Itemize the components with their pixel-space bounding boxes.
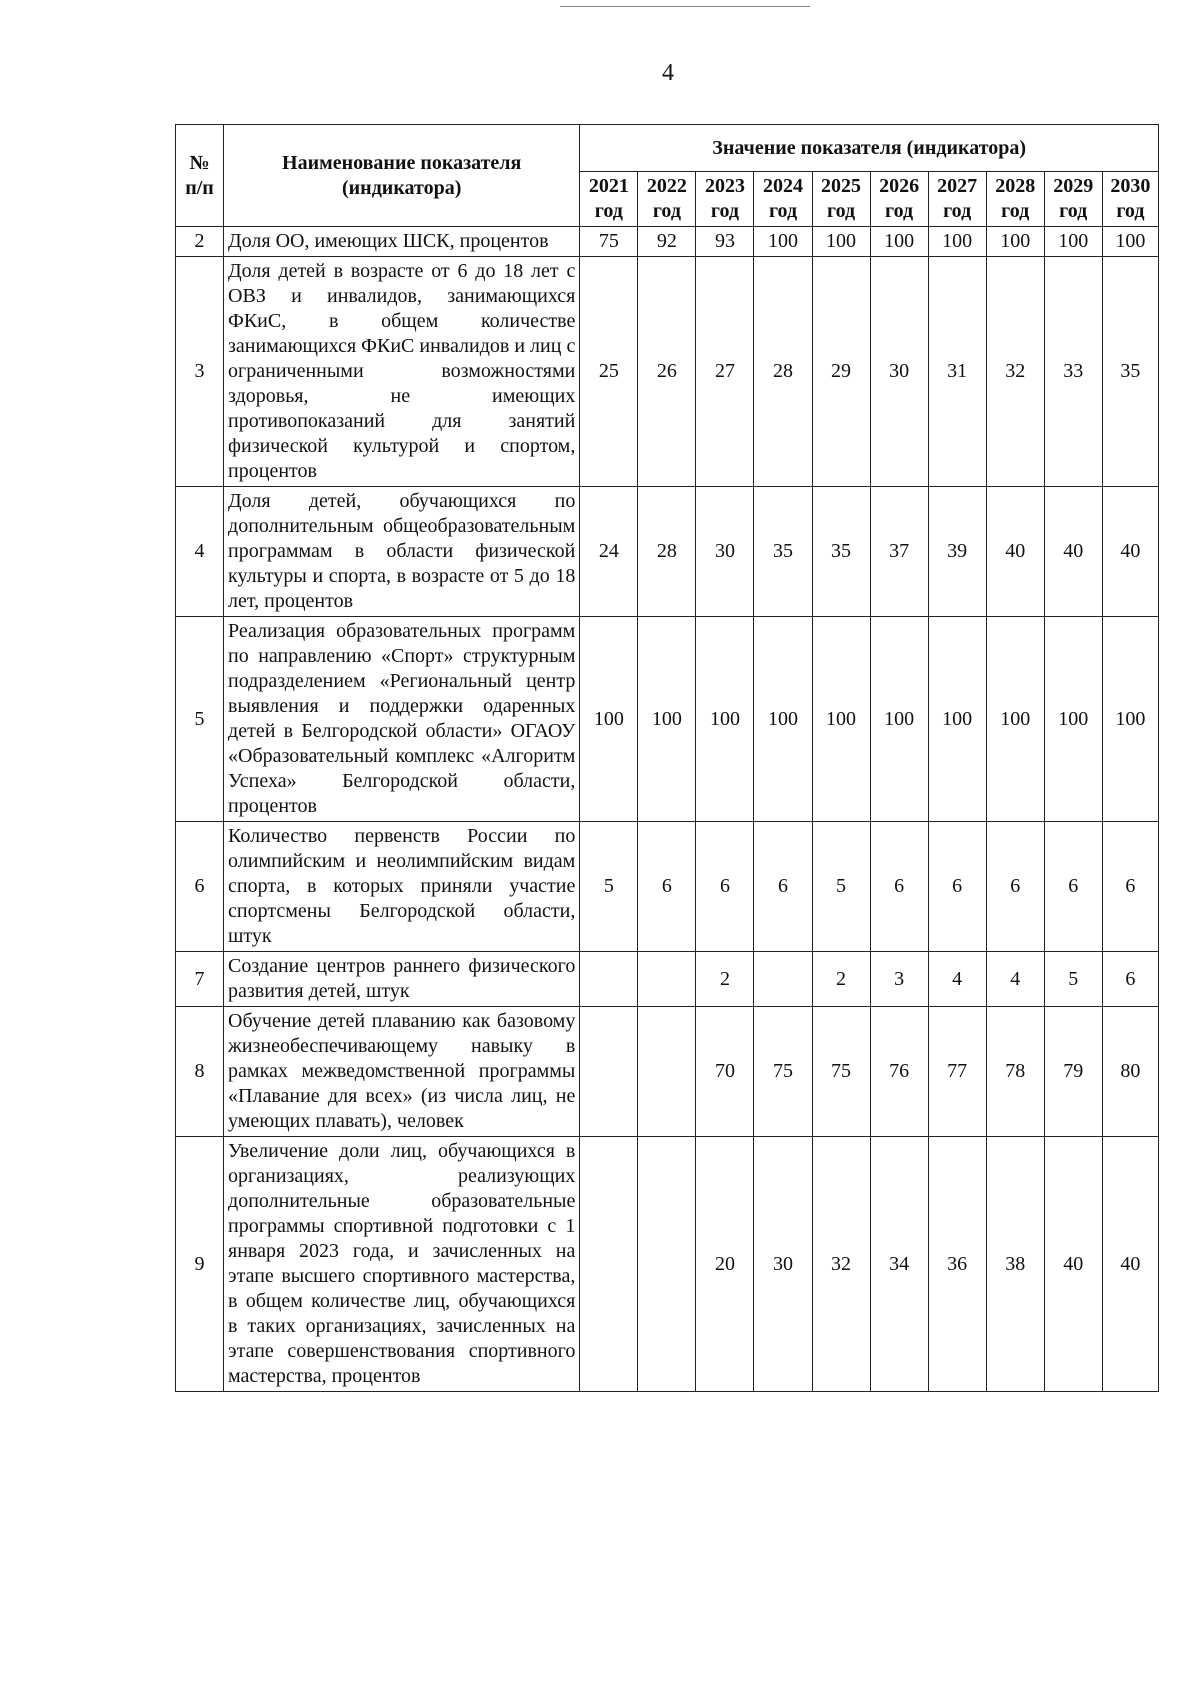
indicator-value-2021: 24 <box>580 487 638 617</box>
indicator-value-2027: 6 <box>928 822 986 952</box>
header-year-2030 <box>1102 172 1158 227</box>
indicator-value-2024: 35 <box>754 487 812 617</box>
header-year-suffix: год <box>1059 200 1088 222</box>
indicator-value-2027: 4 <box>928 952 986 1007</box>
header-year-number: 2022 <box>646 175 687 197</box>
row-number: 3 <box>176 257 224 487</box>
indicator-value-2027: 100 <box>928 617 986 822</box>
indicator-value-2022: 28 <box>638 487 696 617</box>
indicator-value-2026: 100 <box>870 227 928 257</box>
table-row <box>176 227 1159 257</box>
header-year-number: 2028 <box>995 175 1036 197</box>
indicator-value-2030: 35 <box>1102 257 1158 487</box>
header-num-cell <box>176 125 224 227</box>
page-number: 4 <box>662 60 674 86</box>
header-year-2026 <box>870 172 928 227</box>
indicator-name: Создание центров раннего физического развития детей, штук <box>224 952 580 1007</box>
table-row <box>176 257 1159 487</box>
indicator-value-2022: 26 <box>638 257 696 487</box>
indicator-value-2024: 6 <box>754 822 812 952</box>
header-year-suffix: год <box>943 200 972 222</box>
indicator-value-2029: 100 <box>1044 617 1102 822</box>
indicator-value-2026: 37 <box>870 487 928 617</box>
indicator-name: Доля детей в возрасте от 6 до 18 лет с ОВЗ и инвалидов, занимающихся ФКиС, в общем количестве занимающихся ФКиС инвалидов и лиц с ограниченными возможностями здоровья, не имеющих противопоказаний для занятий физической культурой и спортом, процентов <box>224 257 580 487</box>
indicator-value-2022: 100 <box>638 617 696 822</box>
indicator-value-2029: 100 <box>1044 227 1102 257</box>
indicator-value-2027: 100 <box>928 227 986 257</box>
indicator-value-2025: 32 <box>812 1137 870 1392</box>
indicator-value-2023: 70 <box>696 1007 754 1137</box>
header-year-suffix: год <box>826 200 856 222</box>
header-year-2028 <box>986 172 1044 227</box>
header-year-number: 2029 <box>1053 175 1094 197</box>
indicator-value-2021: 5 <box>580 822 638 952</box>
indicator-name: Доля детей, обучающихся по дополнительным общеобразовательным программам в области физической культуры и спорта, в возрасте от 5 до 18 лет, процентов <box>224 487 580 617</box>
indicator-name: Количество первенств России по олимпийским и неолимпийским видам спорта, в которых приняли участие спортсмены Белгородской области, штук <box>224 822 580 952</box>
header-year-2025 <box>812 172 870 227</box>
indicator-value-2023: 27 <box>696 257 754 487</box>
header-year-2029 <box>1044 172 1102 227</box>
header-values-cell: Значение показателя (индикатора) <box>580 125 1159 172</box>
indicator-value-2030: 100 <box>1102 617 1158 822</box>
indicator-value-2030: 40 <box>1102 1137 1158 1392</box>
row-number: 4 <box>176 487 224 617</box>
row-number: 7 <box>176 952 224 1007</box>
indicator-value-2024: 28 <box>754 257 812 487</box>
indicator-value-2030: 6 <box>1102 952 1158 1007</box>
indicator-value-2027: 31 <box>928 257 986 487</box>
indicator-value-2024: 30 <box>754 1137 812 1392</box>
indicator-value-2023: 100 <box>696 617 754 822</box>
table-row <box>176 822 1159 952</box>
table-row <box>176 1137 1159 1392</box>
indicator-value-2023: 2 <box>696 952 754 1007</box>
indicator-value-2028: 38 <box>986 1137 1044 1392</box>
indicator-value-2025: 29 <box>812 257 870 487</box>
indicator-value-2026: 3 <box>870 952 928 1007</box>
indicator-value-2026: 34 <box>870 1137 928 1392</box>
indicator-value-2021: 100 <box>580 617 638 822</box>
indicator-value-2030: 100 <box>1102 227 1158 257</box>
indicator-value-2026: 6 <box>870 822 928 952</box>
header-year-suffix: год <box>768 200 798 222</box>
indicator-value-2024 <box>754 952 812 1007</box>
table-row <box>176 487 1159 617</box>
indicator-value-2023: 20 <box>696 1137 754 1392</box>
indicator-value-2025: 75 <box>812 1007 870 1137</box>
indicator-value-2029: 40 <box>1044 487 1102 617</box>
header-year-number: 2024 <box>763 175 803 197</box>
indicator-value-2022 <box>638 1007 696 1137</box>
indicator-value-2025: 100 <box>812 617 870 822</box>
indicator-name: Доля ОО, имеющих ШСК, процентов <box>224 227 580 257</box>
indicator-value-2027: 77 <box>928 1007 986 1137</box>
row-number: 5 <box>176 617 224 822</box>
header-year-suffix: год <box>885 200 914 222</box>
row-number: 8 <box>176 1007 224 1137</box>
indicator-value-2029: 6 <box>1044 822 1102 952</box>
indicator-value-2024: 100 <box>754 227 812 257</box>
header-year-number: 2027 <box>937 175 978 197</box>
indicator-value-2030: 40 <box>1102 487 1158 617</box>
header-num-line2: п/п <box>185 176 214 199</box>
indicator-value-2021 <box>580 1007 638 1137</box>
indicator-value-2025: 35 <box>812 487 870 617</box>
indicator-value-2028: 100 <box>986 617 1044 822</box>
indicator-name: Реализация образовательных программ по направлению «Спорт» структурным подразделением «Региональный центр выявления и поддержки одаренных детей в Белгородской области» ОГАОУ «Образовательный комплекс «Алгоритм Успеха» Белгородской области, процентов <box>224 617 580 822</box>
indicator-value-2025: 5 <box>812 822 870 952</box>
indicator-value-2022: 6 <box>638 822 696 952</box>
indicator-value-2028: 6 <box>986 822 1044 952</box>
indicator-value-2021: 25 <box>580 257 638 487</box>
header-year-number: 2026 <box>879 175 920 197</box>
header-year-number: 2021 <box>588 175 629 197</box>
indicator-value-2026: 30 <box>870 257 928 487</box>
indicator-value-2028: 4 <box>986 952 1044 1007</box>
indicator-value-2025: 2 <box>812 952 870 1007</box>
header-year-number: 2030 <box>1110 175 1151 197</box>
indicator-value-2028: 100 <box>986 227 1044 257</box>
indicator-value-2021: 75 <box>580 227 638 257</box>
indicator-value-2023: 30 <box>696 487 754 617</box>
indicator-value-2027: 39 <box>928 487 986 617</box>
header-year-number: 2023 <box>704 175 745 197</box>
indicator-value-2028: 78 <box>986 1007 1044 1137</box>
indicators-table <box>175 124 1159 1392</box>
indicator-value-2028: 32 <box>986 257 1044 487</box>
indicator-value-2023: 93 <box>696 227 754 257</box>
header-year-suffix: год <box>594 200 623 222</box>
indicator-value-2022 <box>638 952 696 1007</box>
top-rule <box>560 6 810 7</box>
header-year-2024 <box>754 172 812 227</box>
indicator-value-2029: 79 <box>1044 1007 1102 1137</box>
header-year-suffix: год <box>1001 200 1030 222</box>
indicator-value-2021 <box>580 952 638 1007</box>
indicator-value-2024: 75 <box>754 1007 812 1137</box>
indicator-value-2021 <box>580 1137 638 1392</box>
header-row-1 <box>176 125 1159 172</box>
indicator-name: Обучение детей плаванию как базовому жизнеобеспечивающему навыку в рамках межведомственной программы «Плавание для всех» (из числа лиц, не умеющих плавать), человек <box>224 1007 580 1137</box>
table-row <box>176 952 1159 1007</box>
header-year-number: 2025 <box>821 175 862 197</box>
indicator-value-2026: 76 <box>870 1007 928 1137</box>
header-year-suffix: год <box>710 200 740 222</box>
header-year-suffix: год <box>1116 200 1145 222</box>
indicator-value-2022 <box>638 1137 696 1392</box>
header-year-2022 <box>638 172 696 227</box>
indicator-value-2029: 40 <box>1044 1137 1102 1392</box>
indicator-value-2030: 80 <box>1102 1007 1158 1137</box>
header-year-2021 <box>580 172 638 227</box>
table-body <box>176 227 1159 1392</box>
header-name-cell: Наименование показателя (индикатора) <box>224 125 580 227</box>
indicator-value-2025: 100 <box>812 227 870 257</box>
row-number: 9 <box>176 1137 224 1392</box>
indicator-value-2029: 33 <box>1044 257 1102 487</box>
row-number: 2 <box>176 227 224 257</box>
indicator-value-2028: 40 <box>986 487 1044 617</box>
indicator-name: Увеличение доли лиц, обучающихся в организациях, реализующих дополнительные образовательные программы спортивной подготовки с 1 января 2023 года, и зачисленных на этапе высшего спортивного мастерства, в общем количестве лиц, обучающихся в таких организациях, зачисленных на этапе совершенствования спортивного мастерства, процентов <box>224 1137 580 1392</box>
indicator-value-2022: 92 <box>638 227 696 257</box>
indicator-value-2027: 36 <box>928 1137 986 1392</box>
header-num-line1: № <box>189 151 210 174</box>
indicator-value-2026: 100 <box>870 617 928 822</box>
header-year-suffix: год <box>652 200 681 222</box>
header-year-2023 <box>696 172 754 227</box>
table-row <box>176 1007 1159 1137</box>
header-year-2027 <box>928 172 986 227</box>
table-row <box>176 617 1159 822</box>
row-number: 6 <box>176 822 224 952</box>
indicator-value-2023: 6 <box>696 822 754 952</box>
indicator-value-2030: 6 <box>1102 822 1158 952</box>
indicator-value-2024: 100 <box>754 617 812 822</box>
indicator-value-2029: 5 <box>1044 952 1102 1007</box>
